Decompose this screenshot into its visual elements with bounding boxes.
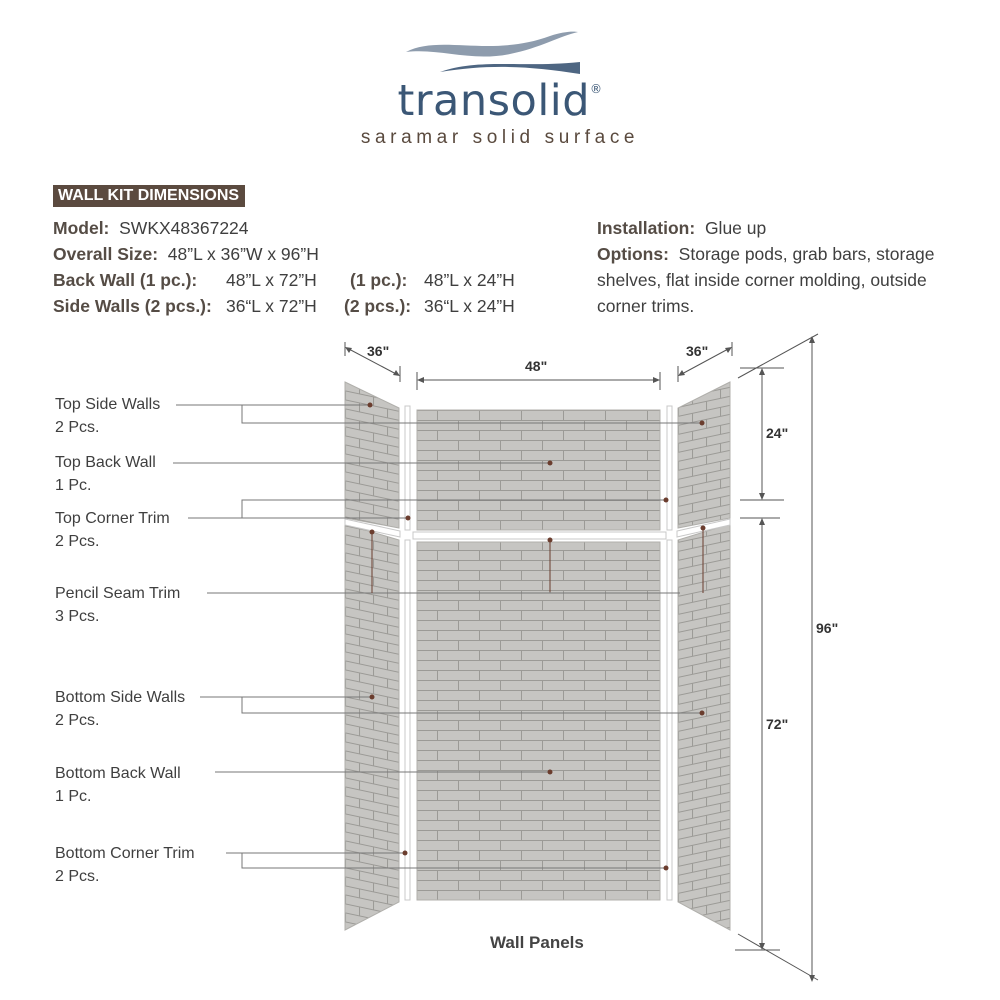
top-right-corner-trim <box>667 406 672 530</box>
part-label-pencil-seam-trim: Pencil Seam Trim 3 Pcs. <box>55 585 181 625</box>
dot-bottom-side-left <box>370 695 375 700</box>
section-title: WALL KIT DIMENSIONS <box>53 185 245 207</box>
spec-overall-size: Overall Size: 48”L x 36”W x 96”H <box>53 244 319 264</box>
brand-name: transolid® <box>397 76 603 126</box>
spec-side-walls-value-2: 36“L x 24”H <box>424 296 515 316</box>
brand-tagline: saramar solid surface <box>360 127 640 148</box>
dot-bottom-corner-left <box>403 851 408 856</box>
dim-back-width <box>417 372 660 390</box>
part-label-top-side-walls: Top Side Walls 2 Pcs. <box>55 396 161 436</box>
dim-label-right-width: 36" <box>686 343 709 359</box>
dim-bottom-height <box>735 518 780 950</box>
spec-options-line-2: shelves, flat inside corner molding, outside <box>597 270 927 290</box>
spec-back-wall-label-2: (1 pc.): <box>350 270 408 290</box>
dim-label-total-height: 96" <box>816 620 839 636</box>
dot-top-corner-right <box>664 498 669 503</box>
spec-back-wall-value-2: 48”L x 24”H <box>424 270 515 290</box>
dot-top-side-right <box>700 421 705 426</box>
part-label-bottom-back-wall: Bottom Back Wall 1 Pc. <box>55 765 181 805</box>
part-label-top-corner-trim: Top Corner Trim 2 Pcs. <box>55 510 170 550</box>
dot-top-corner-left <box>406 516 411 521</box>
dot-bottom-corner-right <box>664 866 669 871</box>
spec-side-walls-value: 36“L x 72”H <box>226 296 317 316</box>
spec-side-walls-label-2: (2 pcs.): <box>344 296 412 316</box>
dim-label-back-width: 48" <box>525 358 548 374</box>
spec-installation: Installation: Glue up <box>597 218 767 238</box>
spec-back-wall-value: 48”L x 72”H <box>226 270 317 290</box>
spec-options-line-3: corner trims. <box>597 296 695 316</box>
bottom-left-corner-trim <box>405 540 410 900</box>
back-pencil-seam-trim <box>413 532 666 539</box>
top-right-side-wall <box>678 382 730 528</box>
top-back-wall <box>417 410 660 530</box>
part-label-bottom-side-walls: Bottom Side Walls 2 Pcs. <box>55 689 186 729</box>
spec-side-walls-label: Side Walls (2 pcs.): <box>53 296 212 316</box>
spec-back-wall-label: Back Wall (1 pc.): <box>53 270 198 290</box>
dot-bottom-side-right <box>700 711 705 716</box>
bottom-right-corner-trim <box>667 540 672 900</box>
dot-top-side-left <box>368 403 373 408</box>
part-label-bottom-corner-trim: Bottom Corner Trim 2 Pcs. <box>55 845 195 885</box>
dot-top-back <box>548 461 553 466</box>
dim-label-bottom-height: 72" <box>766 716 789 732</box>
spec-options: Options: Storage pods, grab bars, storage <box>597 244 935 264</box>
top-left-corner-trim <box>405 406 410 530</box>
diagram-caption: Wall Panels <box>490 933 584 952</box>
spec-model: Model: SWKX48367224 <box>53 218 249 238</box>
bottom-right-side-wall <box>678 524 730 930</box>
bottom-back-wall <box>417 542 660 900</box>
dim-label-left-width: 36" <box>367 343 390 359</box>
part-label-top-back-wall: Top Back Wall 1 Pc. <box>55 454 156 494</box>
dim-label-top-height: 24" <box>766 425 789 441</box>
dot-bottom-back <box>548 770 553 775</box>
